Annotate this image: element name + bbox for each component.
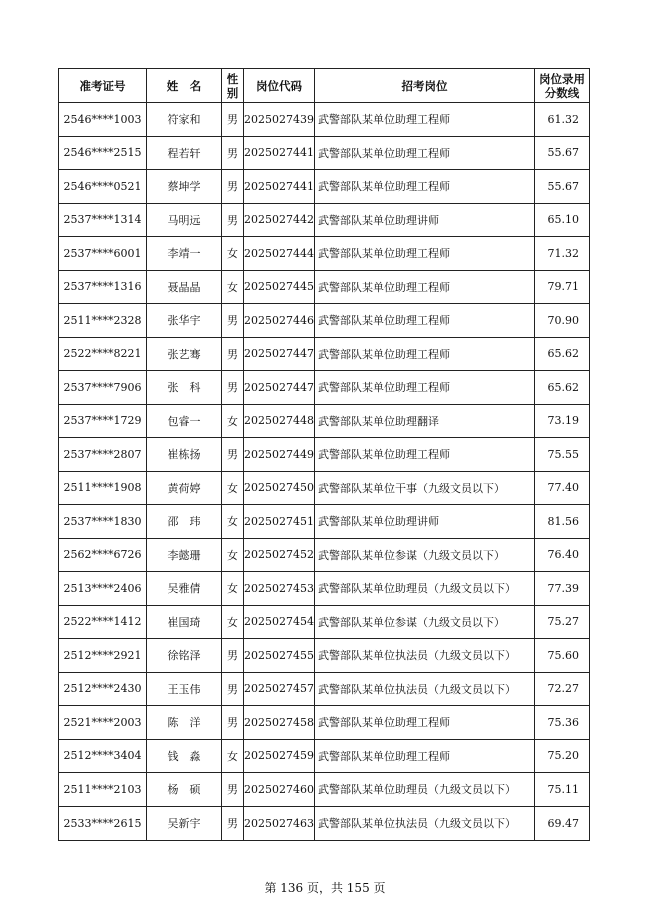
cell-post: 武警部队某单位助理工程师 (315, 136, 535, 170)
cell-post-code: 2025027441 (244, 170, 315, 204)
cell-gender: 女 (222, 471, 244, 505)
cell-post-code: 2025027446 (244, 304, 315, 338)
cell-name: 符家和 (147, 103, 222, 137)
cell-post-code: 2025027445 (244, 270, 315, 304)
cell-exam-no: 2511****1908 (59, 471, 147, 505)
cell-name: 吴新宇 (147, 806, 222, 840)
cell-post-code: 2025027447 (244, 337, 315, 371)
cell-post-code: 2025027449 (244, 438, 315, 472)
cell-score: 79.71 (535, 270, 590, 304)
cell-post: 武警部队某单位助理工程师 (315, 739, 535, 773)
cell-score: 69.47 (535, 806, 590, 840)
cell-name: 钱 淼 (147, 739, 222, 773)
cell-exam-no: 2533****2615 (59, 806, 147, 840)
table-row (59, 404, 590, 438)
header-post-code: 岗位代码 (244, 69, 315, 103)
cell-name: 张 科 (147, 371, 222, 405)
cell-score: 77.39 (535, 572, 590, 606)
cell-name: 张华宇 (147, 304, 222, 338)
cell-gender: 女 (222, 605, 244, 639)
cell-gender: 女 (222, 237, 244, 271)
cell-gender: 男 (222, 706, 244, 740)
cell-exam-no: 2512****3404 (59, 739, 147, 773)
cell-name: 吴雅倩 (147, 572, 222, 606)
header-score: 岗位录用分数线 (535, 69, 590, 103)
cell-score: 75.55 (535, 438, 590, 472)
cell-post-code: 2025027460 (244, 773, 315, 807)
cell-exam-no: 2512****2430 (59, 672, 147, 706)
table-row (59, 773, 590, 807)
cell-post: 武警部队某单位执法员（九级文员以下） (315, 806, 535, 840)
cell-post-code: 2025027441 (244, 136, 315, 170)
cell-post: 武警部队某单位助理工程师 (315, 170, 535, 204)
cell-score: 65.62 (535, 337, 590, 371)
table-row (59, 572, 590, 606)
table-row (59, 371, 590, 405)
cell-score: 65.62 (535, 371, 590, 405)
cell-post-code: 2025027444 (244, 237, 315, 271)
cell-exam-no: 2537****1314 (59, 203, 147, 237)
header-exam-no: 准考证号 (59, 69, 147, 103)
table-row (59, 304, 590, 338)
cell-score: 75.20 (535, 739, 590, 773)
cell-score: 75.11 (535, 773, 590, 807)
cell-score: 75.36 (535, 706, 590, 740)
table-row (59, 203, 590, 237)
cell-score: 71.32 (535, 237, 590, 271)
cell-exam-no: 2537****1316 (59, 270, 147, 304)
cell-name: 李懿珊 (147, 538, 222, 572)
cell-post: 武警部队某单位助理讲师 (315, 203, 535, 237)
cell-name: 黄荷婷 (147, 471, 222, 505)
cell-gender: 男 (222, 337, 244, 371)
cell-post-code: 2025027458 (244, 706, 315, 740)
cell-name: 聂晶晶 (147, 270, 222, 304)
cell-post: 武警部队某单位助理员（九级文员以下） (315, 572, 535, 606)
cell-exam-no: 2522****8221 (59, 337, 147, 371)
cell-post: 武警部队某单位助理工程师 (315, 237, 535, 271)
cell-name: 崔国琦 (147, 605, 222, 639)
cell-gender: 男 (222, 672, 244, 706)
cell-exam-no: 2546****2515 (59, 136, 147, 170)
cell-exam-no: 2537****2807 (59, 438, 147, 472)
cell-post-code: 2025027459 (244, 739, 315, 773)
cell-post: 武警部队某单位助理工程师 (315, 706, 535, 740)
admission-score-table (58, 68, 590, 841)
table-row (59, 438, 590, 472)
cell-score: 55.67 (535, 136, 590, 170)
cell-score: 65.10 (535, 203, 590, 237)
cell-post-code: 2025027463 (244, 806, 315, 840)
cell-post: 武警部队某单位助理员（九级文员以下） (315, 773, 535, 807)
cell-name: 包睿一 (147, 404, 222, 438)
cell-name: 徐铭泽 (147, 639, 222, 673)
cell-gender: 男 (222, 136, 244, 170)
cell-post-code: 2025027451 (244, 505, 315, 539)
cell-score: 70.90 (535, 304, 590, 338)
page-footer: 第 136 页，共 155 页 (264, 881, 386, 895)
cell-post: 武警部队某单位执法员（九级文员以下） (315, 672, 535, 706)
cell-post: 武警部队某单位助理工程师 (315, 438, 535, 472)
table-row (59, 337, 590, 371)
table-row (59, 706, 590, 740)
table-row (59, 270, 590, 304)
table-row (59, 639, 590, 673)
cell-post: 武警部队某单位助理工程师 (315, 103, 535, 137)
cell-exam-no: 2537****6001 (59, 237, 147, 271)
cell-exam-no: 2537****7906 (59, 371, 147, 405)
cell-gender: 女 (222, 572, 244, 606)
header-gender: 性别 (222, 69, 244, 103)
cell-post: 武警部队某单位参谋（九级文员以下） (315, 605, 535, 639)
header-name: 姓 名 (147, 69, 222, 103)
cell-score: 72.27 (535, 672, 590, 706)
cell-gender: 男 (222, 773, 244, 807)
cell-name: 程若轩 (147, 136, 222, 170)
cell-gender: 女 (222, 270, 244, 304)
cell-gender: 男 (222, 203, 244, 237)
cell-gender: 男 (222, 103, 244, 137)
cell-post: 武警部队某单位助理工程师 (315, 270, 535, 304)
cell-score: 77.40 (535, 471, 590, 505)
cell-exam-no: 2512****2921 (59, 639, 147, 673)
cell-score: 75.60 (535, 639, 590, 673)
table-row (59, 505, 590, 539)
table-row (59, 237, 590, 271)
cell-gender: 男 (222, 806, 244, 840)
cell-exam-no: 2546****0521 (59, 170, 147, 204)
cell-gender: 男 (222, 639, 244, 673)
cell-post: 武警部队某单位助理工程师 (315, 371, 535, 405)
table-row (59, 739, 590, 773)
cell-post-code: 2025027439 (244, 103, 315, 137)
cell-post: 武警部队某单位助理翻译 (315, 404, 535, 438)
cell-score: 55.67 (535, 170, 590, 204)
cell-name: 邵 玮 (147, 505, 222, 539)
cell-gender: 女 (222, 538, 244, 572)
cell-name: 张艺骞 (147, 337, 222, 371)
cell-post-code: 2025027447 (244, 371, 315, 405)
table-row (59, 806, 590, 840)
cell-post: 武警部队某单位干事（九级文员以下） (315, 471, 535, 505)
header-post: 招考岗位 (315, 69, 535, 103)
cell-exam-no: 2562****6726 (59, 538, 147, 572)
cell-name: 马明远 (147, 203, 222, 237)
cell-gender: 女 (222, 739, 244, 773)
cell-post-code: 2025027450 (244, 471, 315, 505)
cell-gender: 女 (222, 505, 244, 539)
cell-exam-no: 2513****2406 (59, 572, 147, 606)
table-row (59, 471, 590, 505)
table-row (59, 672, 590, 706)
cell-post-code: 2025027452 (244, 538, 315, 572)
cell-score: 76.40 (535, 538, 590, 572)
cell-exam-no: 2521****2003 (59, 706, 147, 740)
cell-name: 崔栋扬 (147, 438, 222, 472)
cell-gender: 男 (222, 304, 244, 338)
table-row (59, 170, 590, 204)
cell-score: 73.19 (535, 404, 590, 438)
cell-post-code: 2025027448 (244, 404, 315, 438)
cell-exam-no: 2522****1412 (59, 605, 147, 639)
cell-gender: 男 (222, 170, 244, 204)
cell-post: 武警部队某单位助理工程师 (315, 304, 535, 338)
cell-name: 王玉伟 (147, 672, 222, 706)
cell-name: 蔡坤学 (147, 170, 222, 204)
cell-score: 75.27 (535, 605, 590, 639)
cell-post: 武警部队某单位参谋（九级文员以下） (315, 538, 535, 572)
table-row (59, 605, 590, 639)
cell-score: 61.32 (535, 103, 590, 137)
cell-post: 武警部队某单位助理工程师 (315, 337, 535, 371)
table-row (59, 538, 590, 572)
cell-post: 武警部队某单位执法员（九级文员以下） (315, 639, 535, 673)
cell-gender: 男 (222, 371, 244, 405)
cell-exam-no: 2511****2103 (59, 773, 147, 807)
cell-name: 陈 洋 (147, 706, 222, 740)
cell-post-code: 2025027454 (244, 605, 315, 639)
cell-post-code: 2025027442 (244, 203, 315, 237)
cell-post-code: 2025027457 (244, 672, 315, 706)
cell-post: 武警部队某单位助理讲师 (315, 505, 535, 539)
table-header-row (59, 69, 590, 103)
table-row (59, 103, 590, 137)
cell-name: 杨 硕 (147, 773, 222, 807)
cell-exam-no: 2537****1729 (59, 404, 147, 438)
cell-gender: 女 (222, 404, 244, 438)
cell-exam-no: 2546****1003 (59, 103, 147, 137)
cell-post-code: 2025027453 (244, 572, 315, 606)
cell-post-code: 2025027455 (244, 639, 315, 673)
cell-name: 李靖一 (147, 237, 222, 271)
cell-exam-no: 2537****1830 (59, 505, 147, 539)
cell-gender: 男 (222, 438, 244, 472)
cell-exam-no: 2511****2328 (59, 304, 147, 338)
cell-score: 81.56 (535, 505, 590, 539)
table-row (59, 136, 590, 170)
